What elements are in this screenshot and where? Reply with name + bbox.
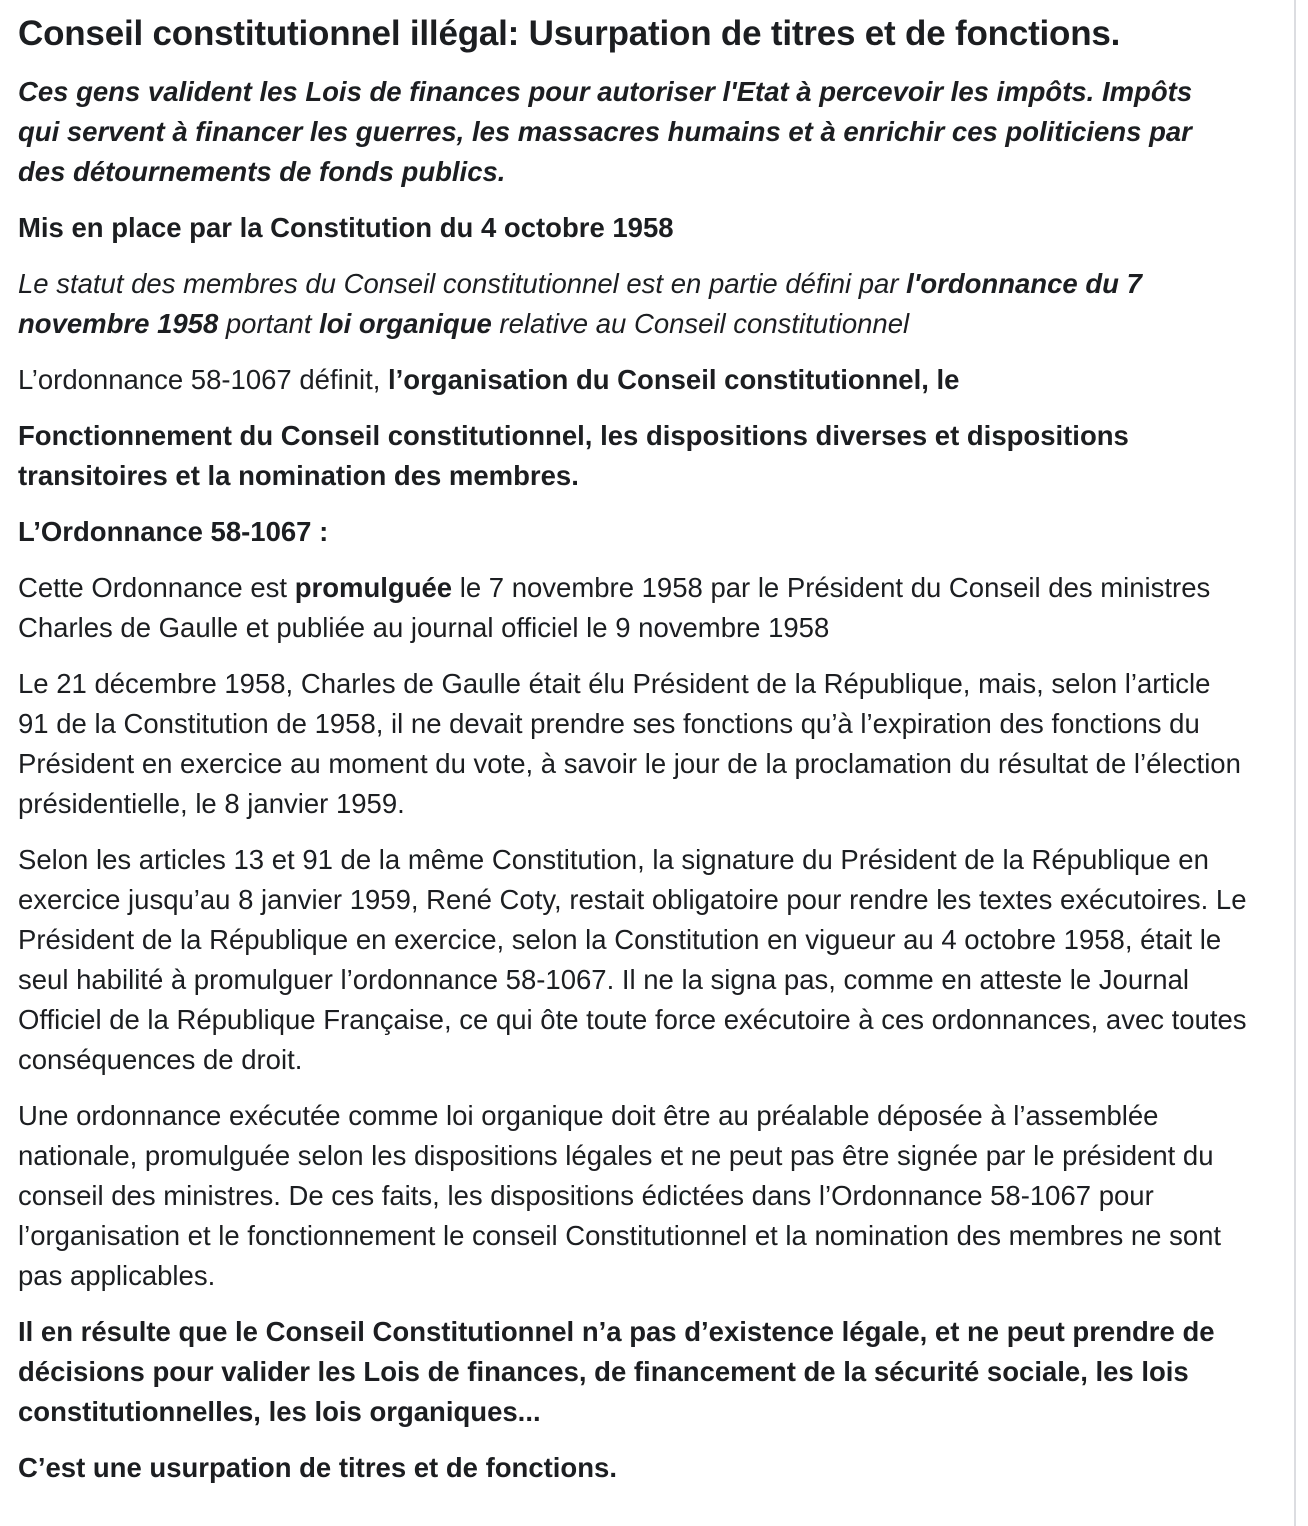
paragraph-statut-membres [18,264,1276,344]
paragraph-ordonnance-heading: L’Ordonnance 58-1067 : [18,516,329,547]
paragraph-promulgation [18,568,1238,648]
paragraph-constitution-date: Mis en place par la Constitution du 4 octobre 1958 [18,212,674,243]
paragraph-signature-coty: Selon les articles 13 et 91 de la même Constitution, la signature du Président de la République en exercice jusqu’au 8 janvier 1959, René Coty, restait obligatoire pour rendre les textes exécutoires. Le Président de la République en exercice, selon la Constitution en vigueur au 4 octobre 1958, était le seul habilité à promulguer l’ordonnance 58-1067. Il ne la signa pas, comme en atteste le Journal Officiel de la République Française, ce qui ôte toute force exécutoire à ces ordonnances, avec toutes conséquences de droit. [18,844,1247,1075]
paragraph-election-de-gaulle: Le 21 décembre 1958, Charles de Gaulle était élu Président de la République, mais, selon l’article 91 de la Constitution de 1958, il ne devait prendre ses fonctions qu’à l’expiration des fonctions du Président en exercice au moment du vote, à savoir le jour de la proclamation du résultat de l’élection présidentielle, le 8 janvier 1959. [18,668,1241,819]
paragraph-loi-organique: Une ordonnance exécutée comme loi organique doit être au préalable déposée à l’assemblée nationale, promulguée selon les dispositions légales et ne peut pas être signée par le président du conseil des ministres. De ces faits, les dispositions édictées dans l’Ordonnance 58-1067 pour l’organisation et le fonctionnement le conseil Constitutionnel et la nomination des membres ne sont pas applicables. [18,1100,1222,1291]
definit-text-a: L’ordonnance 58-1067 définit, [18,364,389,395]
paragraph-fonctionnement [18,416,1228,496]
statut-text-a: Le statut des membres du Conseil constitutionnel est en partie défini par [18,268,907,299]
fonctionnement-text-a: Fonctionnement du Conseil constitutionnel [18,420,585,451]
promulgation-text-a: Cette Ordonnance est [18,572,295,603]
definit-text-c: , le [921,364,960,395]
fonctionnement-text-b: , les dispositions diverses et dispositions transitoires et la nomination des membres. [18,420,1129,491]
post-body [18,0,1276,1488]
definit-text-b: l’organisation du Conseil constitutionnel [388,364,922,395]
statut-text-c: portant [218,308,320,339]
statut-text-d: loi organique [319,308,492,339]
promulgation-text-b: promulguée [294,572,453,603]
paragraph-intro: Ces gens valident les Lois de finances pour autoriser l'Etat à percevoir les impôts. Impôts qui servent à financer les guerres, les massacres humains et à enrichir ces politiciens par des détournements de fonds publics. [18,76,1193,187]
paragraph-usurpation: C’est une usurpation de titres et de fonctions. [18,1452,617,1483]
statut-text-b: l'ordonnance du 7 novembre 1958 [18,268,1142,339]
paragraph-ordonnance-definit [18,360,1276,400]
paragraph-conclusion: Il en résulte que le Conseil Constitutionnel n’a pas d’existence légale, et ne peut prendre de décisions pour valider les Lois de finances, de financement de la sécurité sociale, les lois constitutionnelles, les lois organiques... [18,1316,1215,1427]
promulgation-text-c: le 7 novembre 1958 par le Président du Conseil des ministres Charles de Gaulle et publiée au journal officiel le 9 novembre 1958 [18,572,1211,643]
post-right-border [1294,0,1296,1526]
post-title: Conseil constitutionnel illégal: Usurpation de titres et de fonctions. [18,14,1121,53]
statut-text-e: relative au Conseil constitutionnel [491,308,910,339]
